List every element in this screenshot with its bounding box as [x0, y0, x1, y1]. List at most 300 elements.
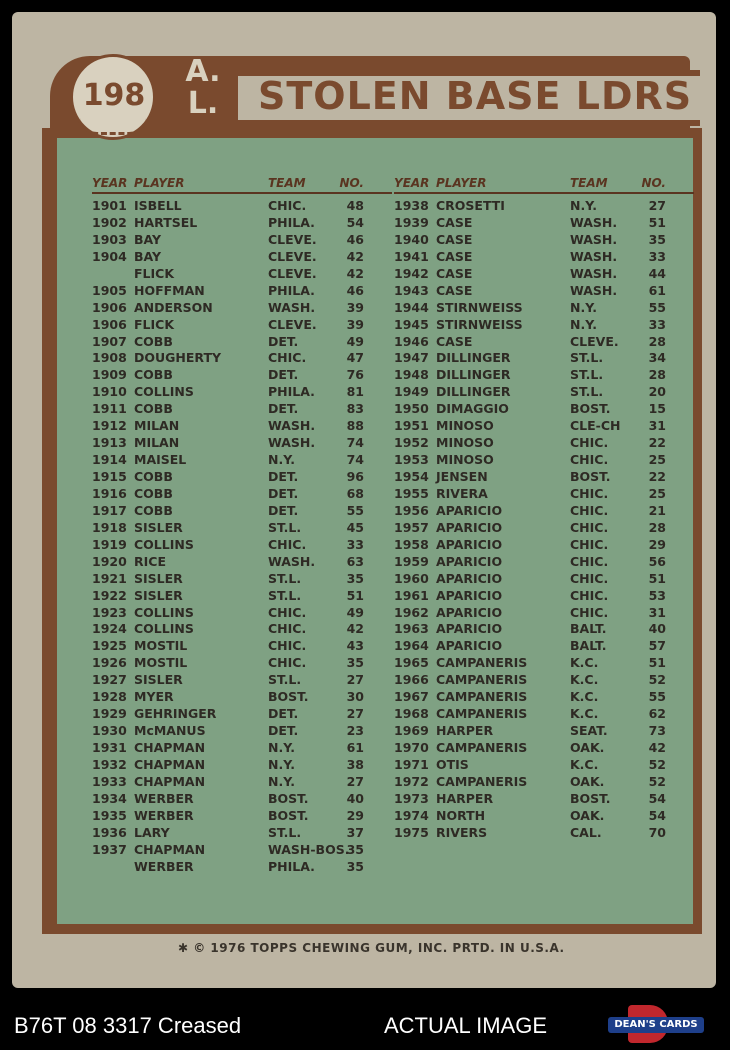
table-row [92, 655, 392, 672]
cell-team: CHIC. [268, 350, 307, 366]
table-row [92, 401, 392, 418]
cell-no: 28 [648, 367, 666, 383]
column-header [92, 176, 392, 194]
cell-no: 46 [346, 282, 364, 298]
table-row [394, 706, 694, 723]
table-row [92, 723, 392, 740]
table-row [394, 300, 694, 317]
cell-no: 33 [648, 248, 666, 264]
cell-team: DET. [268, 706, 299, 722]
cell-year: 1920 [92, 553, 127, 569]
cell-team: CHIC. [570, 553, 609, 569]
table-row [394, 723, 694, 740]
cell-year: 1966 [394, 672, 429, 688]
table-row [92, 334, 392, 351]
cell-no: 48 [346, 198, 364, 213]
table-row [92, 808, 392, 825]
table-row [92, 300, 392, 317]
cell-team: CHIC. [268, 604, 307, 620]
cell-year: 1970 [394, 740, 429, 755]
cell-year: 1925 [92, 638, 127, 654]
table-row [92, 638, 392, 655]
cell-team: CAL. [570, 824, 602, 840]
cell-year: 1937 [92, 841, 127, 857]
cell-no: 55 [346, 502, 364, 518]
cell-player: CAMPANERIS [436, 773, 528, 789]
table-row [394, 418, 694, 435]
cell-player: HOFFMAN [134, 282, 205, 298]
cell-team: CHIC. [570, 452, 609, 468]
cell-team: ST.L. [268, 824, 302, 840]
cell-team: CHIC. [570, 587, 609, 603]
cell-no: 42 [346, 621, 364, 637]
cell-player: GEHRINGER [134, 706, 217, 722]
cell-year: 1964 [394, 638, 429, 654]
header-no: NO. [339, 176, 364, 190]
table-row [394, 452, 694, 469]
cell-team: N.Y. [268, 756, 295, 772]
cell-year: 1969 [394, 723, 429, 739]
cell-player: MOSTIL [134, 638, 188, 654]
cell-no: 27 [346, 672, 364, 688]
cell-no: 43 [346, 638, 364, 654]
cell-team: SEAT. [570, 723, 608, 739]
table-row [394, 232, 694, 249]
cell-team: ST.L. [268, 570, 302, 586]
cell-team: WASH. [570, 248, 618, 264]
cell-team: PHILA. [268, 282, 315, 298]
table-row [394, 588, 694, 605]
cell-team: BOST. [268, 807, 309, 823]
cell-no: 22 [648, 435, 666, 451]
cell-no: 83 [346, 401, 364, 417]
cell-no: 53 [648, 587, 666, 603]
cell-team: ST.L. [570, 350, 604, 366]
cell-year: 1945 [394, 316, 429, 332]
cell-team: N.Y. [268, 740, 295, 755]
cell-year: 1946 [394, 333, 429, 349]
cell-player: MILAN [134, 435, 180, 451]
cell-year: 1938 [394, 198, 429, 213]
cell-team: CHIC. [268, 638, 307, 654]
cell-player: CHAPMAN [134, 740, 206, 755]
cell-no: 54 [648, 790, 666, 806]
cell-player: RIVERS [436, 824, 488, 840]
cell-year: 1959 [394, 553, 429, 569]
cell-player: DILLINGER [436, 350, 511, 366]
table-row [92, 350, 392, 367]
cell-no: 62 [648, 706, 666, 722]
cell-team: BOST. [268, 790, 309, 806]
deans-cards-logo [608, 1005, 704, 1043]
table-row [394, 266, 694, 283]
table-row [394, 435, 694, 452]
cell-year: 1948 [394, 367, 429, 383]
table-row [92, 249, 392, 266]
cell-year: 1922 [92, 587, 127, 603]
table-row [394, 774, 694, 791]
table-row [394, 554, 694, 571]
cell-player: CASE [436, 265, 473, 281]
table-row [92, 418, 392, 435]
cell-team: BALT. [570, 638, 607, 654]
cell-player: FLICK [134, 265, 175, 281]
table-row [92, 571, 392, 588]
cell-player: CASE [436, 248, 473, 264]
cell-player: DILLINGER [436, 367, 511, 383]
cell-year: 1915 [92, 469, 127, 484]
cell-team: K.C. [570, 672, 599, 688]
table-row [394, 198, 694, 215]
header-year: YEAR [92, 176, 128, 190]
table-row [92, 384, 392, 401]
left-column [92, 176, 392, 876]
cell-year: 1947 [394, 350, 429, 366]
cell-year: 1914 [92, 452, 127, 468]
cell-no: 35 [346, 655, 364, 671]
cell-year: 1901 [92, 198, 127, 213]
cell-team: OAK. [570, 773, 605, 789]
cell-year: 1968 [394, 706, 429, 722]
cell-player: DIMAGGIO [436, 401, 509, 417]
table-row [92, 452, 392, 469]
header-year: YEAR [394, 176, 430, 190]
cell-year: 1916 [92, 485, 127, 501]
cell-team: CLEVE. [268, 248, 317, 264]
cell-no: 28 [648, 333, 666, 349]
cell-year: 1926 [92, 655, 127, 671]
cell-player: COBB [134, 401, 173, 417]
cell-team: WASH. [268, 553, 316, 569]
cell-player: CHAPMAN [134, 756, 206, 772]
cell-no: 81 [346, 384, 364, 400]
table-row [394, 621, 694, 638]
cell-team: ST.L. [268, 519, 302, 535]
cell-player: CAMPANERIS [436, 655, 528, 671]
cell-no: 61 [648, 282, 666, 298]
cell-player: CAMPANERIS [436, 672, 528, 688]
cell-player: McMANUS [134, 723, 206, 739]
cell-player: BAY [134, 248, 162, 264]
cell-team: N.Y. [268, 452, 295, 468]
table-row [394, 638, 694, 655]
table-row [92, 198, 392, 215]
cell-no: 42 [346, 265, 364, 281]
cell-player: CASE [436, 282, 473, 298]
cell-no: 52 [648, 773, 666, 789]
table-row [92, 435, 392, 452]
cell-player: STIRNWEISS [436, 299, 523, 315]
cell-player: SISLER [134, 570, 183, 586]
cell-team: WASH. [570, 214, 618, 230]
cell-player: ANDERSON [134, 299, 213, 315]
cell-player: MINOSO [436, 418, 494, 434]
cell-year: 1954 [394, 469, 429, 484]
cell-player: COBB [134, 502, 173, 518]
cell-team: DET. [268, 502, 299, 518]
table-row [92, 605, 392, 622]
table-row [92, 215, 392, 232]
cell-player: MINOSO [436, 452, 494, 468]
table-row [394, 825, 694, 842]
cell-year: 1952 [394, 435, 429, 451]
cell-player: MAISEL [134, 452, 187, 468]
cell-team: K.C. [570, 655, 599, 671]
cell-no: 21 [648, 502, 666, 518]
cell-team: OAK. [570, 740, 605, 755]
cell-no: 39 [346, 316, 364, 332]
cell-no: 34 [648, 350, 666, 366]
right-rows [394, 198, 694, 842]
cell-team: WASH-BOS. [268, 841, 350, 857]
cell-player: MYER [134, 689, 174, 705]
cell-no: 57 [648, 638, 666, 654]
cell-player: SISLER [134, 519, 183, 535]
cell-year: 1972 [394, 773, 429, 789]
cell-team: BOST. [268, 689, 309, 705]
cell-year: 1975 [394, 824, 429, 840]
cell-year: 1940 [394, 231, 429, 247]
baseball-seam [80, 118, 146, 135]
table-row [92, 503, 392, 520]
cell-no: 39 [346, 299, 364, 315]
cell-no: 54 [648, 807, 666, 823]
cell-year: 1949 [394, 384, 429, 400]
cell-year: 1960 [394, 570, 429, 586]
table-row [394, 384, 694, 401]
cell-no: 28 [648, 519, 666, 535]
cell-year: 1909 [92, 367, 127, 383]
cell-team: DET. [268, 333, 299, 349]
cell-player: RICE [134, 553, 166, 569]
cell-no: 23 [346, 723, 364, 739]
cell-player: FLICK [134, 316, 175, 332]
cell-team: DET. [268, 469, 299, 484]
right-column [394, 176, 694, 842]
table-row [92, 825, 392, 842]
cell-player: COBB [134, 469, 173, 484]
cell-year: 1929 [92, 706, 127, 722]
cell-player: ISBELL [134, 198, 182, 213]
cell-no: 37 [346, 824, 364, 840]
cell-no: 54 [346, 214, 364, 230]
table-row [92, 537, 392, 554]
table-row [394, 791, 694, 808]
cell-team: PHILA. [268, 384, 315, 400]
header-team: TEAM [268, 176, 306, 190]
cell-year: 1951 [394, 418, 429, 434]
cell-year: 1913 [92, 435, 127, 451]
table-row [92, 740, 392, 757]
cell-year: 1961 [394, 587, 429, 603]
league-line-2: L. [187, 86, 219, 121]
cell-player: HARTSEL [134, 214, 198, 230]
cell-no: 29 [648, 536, 666, 552]
table-row [394, 655, 694, 672]
cell-no: 20 [648, 384, 666, 400]
cell-team: PHILA. [268, 858, 315, 874]
cell-year: 1955 [394, 485, 429, 501]
cell-team: K.C. [570, 706, 599, 722]
cell-no: 52 [648, 672, 666, 688]
cell-player: CHAPMAN [134, 841, 206, 857]
cell-no: 40 [346, 790, 364, 806]
cell-player: COBB [134, 367, 173, 383]
header-no: NO. [641, 176, 666, 190]
table-row [92, 757, 392, 774]
table-row [394, 503, 694, 520]
cell-year: 1921 [92, 570, 127, 586]
cell-year: 1927 [92, 672, 127, 688]
cell-year: 1933 [92, 773, 127, 789]
cell-player: RIVERA [436, 485, 488, 501]
table-row [394, 689, 694, 706]
table-row [394, 537, 694, 554]
cell-year: 1958 [394, 536, 429, 552]
cell-no: 74 [346, 435, 364, 451]
table-row [92, 554, 392, 571]
table-row [92, 689, 392, 706]
cell-team: BOST. [570, 790, 611, 806]
cell-year: 1907 [92, 333, 127, 349]
cell-team: N.Y. [570, 299, 597, 315]
cell-no: 96 [346, 469, 364, 484]
cell-no: 52 [648, 756, 666, 772]
cell-no: 47 [346, 350, 364, 366]
cell-no: 61 [346, 740, 364, 755]
cell-no: 30 [346, 689, 364, 705]
cell-no: 76 [346, 367, 364, 383]
table-row [394, 605, 694, 622]
cell-team: N.Y. [570, 198, 597, 213]
cell-player: CASE [436, 231, 473, 247]
table-row [394, 334, 694, 351]
table-row [92, 842, 392, 859]
cell-year: 1939 [394, 214, 429, 230]
cell-year: 1944 [394, 299, 429, 315]
cell-no: 55 [648, 689, 666, 705]
cell-team: CLEVE. [268, 265, 317, 281]
table-row [394, 808, 694, 825]
cell-player: APARICIO [436, 536, 503, 552]
cell-no: 51 [346, 587, 364, 603]
cell-year: 1942 [394, 265, 429, 281]
cell-player: CAMPANERIS [436, 740, 528, 755]
cell-no: 31 [648, 604, 666, 620]
cell-year: 1957 [394, 519, 429, 535]
table-row [92, 232, 392, 249]
cell-team: N.Y. [268, 773, 295, 789]
cell-team: CHIC. [268, 621, 307, 637]
cell-year: 1919 [92, 536, 127, 552]
left-rows [92, 198, 392, 876]
cell-team: CHIC. [570, 435, 609, 451]
cell-no: 27 [346, 773, 364, 789]
cell-no: 73 [648, 723, 666, 739]
cell-player: APARICIO [436, 519, 503, 535]
cell-year: 1904 [92, 248, 127, 264]
cell-team: ST.L. [570, 367, 604, 383]
table-row [92, 486, 392, 503]
cell-year: 1974 [394, 807, 429, 823]
table-row [394, 283, 694, 300]
cell-team: K.C. [570, 689, 599, 705]
cell-player: APARICIO [436, 604, 503, 620]
cell-team: CLEVE. [268, 316, 317, 332]
cell-year: 1934 [92, 790, 127, 806]
cell-no: 33 [648, 316, 666, 332]
cell-year: 1923 [92, 604, 127, 620]
cell-team: CHIC. [570, 519, 609, 535]
cell-year: 1971 [394, 756, 429, 772]
cell-team: CLE-CH [570, 418, 621, 434]
cell-player: CASE [436, 333, 473, 349]
cell-player: MOSTIL [134, 655, 188, 671]
cell-no: 35 [648, 231, 666, 247]
cell-team: ST.L. [570, 384, 604, 400]
cell-player: COLLINS [134, 536, 194, 552]
cell-year: 1903 [92, 231, 127, 247]
cell-no: 68 [346, 485, 364, 501]
cell-team: CHIC. [570, 604, 609, 620]
cell-team: CHIC. [570, 570, 609, 586]
cell-year: 1911 [92, 401, 127, 417]
cell-team: CLEVE. [268, 231, 317, 247]
cell-team: CHIC. [268, 536, 307, 552]
cell-player: WERBER [134, 858, 194, 874]
cell-player: APARICIO [436, 553, 503, 569]
table-row [92, 317, 392, 334]
table-row [92, 266, 392, 283]
copyright-line: ✱ © 1976 TOPPS CHEWING GUM, INC. PRTD. IN U.S.A. [178, 941, 565, 955]
cell-year: 1906 [92, 316, 127, 332]
cell-team: CHIC. [570, 536, 609, 552]
cell-team: BOST. [570, 401, 611, 417]
table-row [92, 621, 392, 638]
cell-player: JENSEN [436, 469, 488, 484]
table-row [394, 367, 694, 384]
cell-year: 1917 [92, 502, 127, 518]
cell-year: 1941 [394, 248, 429, 264]
cell-player: APARICIO [436, 502, 503, 518]
table-row [92, 283, 392, 300]
cell-team: WASH. [268, 435, 316, 451]
cell-team: BALT. [570, 621, 607, 637]
cell-player: CAMPANERIS [436, 689, 528, 705]
cell-no: 35 [346, 858, 364, 874]
table-row [92, 774, 392, 791]
cell-player: COLLINS [134, 384, 194, 400]
league-line-1: A. [185, 54, 221, 89]
cell-team: CLEVE. [570, 333, 619, 349]
cell-team: ST.L. [268, 672, 302, 688]
cell-no: 42 [346, 248, 364, 264]
table-row [394, 672, 694, 689]
cell-year: 1935 [92, 807, 127, 823]
cell-no: 55 [648, 299, 666, 315]
cell-year: 1956 [394, 502, 429, 518]
cell-team: WASH. [570, 282, 618, 298]
cell-year: 1963 [394, 621, 429, 637]
cell-year: 1967 [394, 689, 429, 705]
cell-year: 1965 [394, 655, 429, 671]
cell-no: 51 [648, 214, 666, 230]
logo-text: DEAN'S CARDS [614, 1019, 698, 1030]
cell-player: SISLER [134, 587, 183, 603]
table-row [394, 469, 694, 486]
header-team: TEAM [570, 176, 608, 190]
cell-year: 1931 [92, 740, 127, 755]
